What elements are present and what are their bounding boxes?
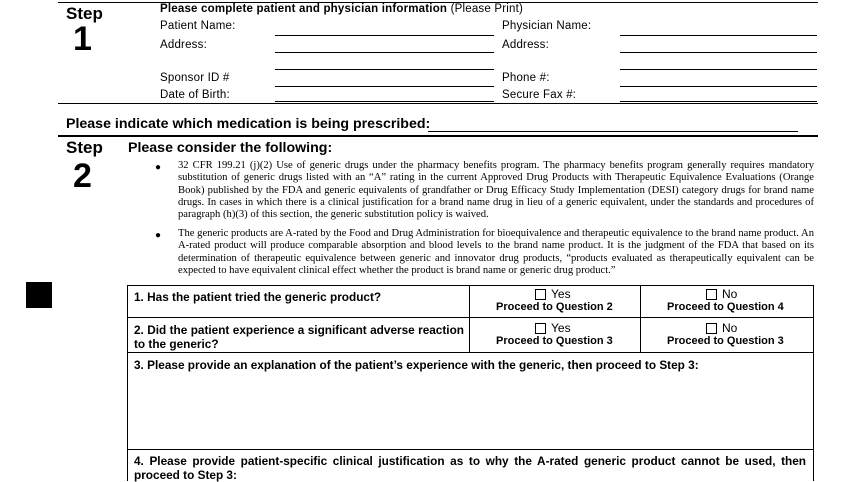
q2-no-label: No (722, 321, 738, 335)
q1-no-checkbox[interactable] (706, 289, 717, 300)
step2-heading: Please consider the following: (128, 140, 333, 156)
q2-no-checkbox[interactable] (706, 323, 717, 334)
secure-fax-field[interactable] (620, 101, 817, 102)
bullet-icon-2: ● (155, 230, 162, 241)
q2-yes-label: Yes (551, 321, 571, 335)
dob-field[interactable] (275, 101, 494, 102)
sponsor-id-label: Sponsor ID # (160, 72, 230, 84)
q2-yes-proceed: Proceed to Question 3 (496, 335, 613, 347)
physician-address-label: Address: (502, 39, 549, 51)
q1-yes-checkbox[interactable] (535, 289, 546, 300)
phone-label: Phone #: (502, 72, 550, 84)
q3-answer-area[interactable] (128, 372, 813, 447)
question-1-text: 1. Has the patient tried the generic product? (134, 290, 382, 304)
step1-heading-note: (Please Print) (450, 3, 524, 15)
question-4-text: 4. Please provide patient-specific clinical justification as to why the A-rated generic product cannot be used, then proceed to Step 3: (134, 454, 806, 482)
bullet-text-2: The generic products are A-rated by the Food and Drug Administration for bioequivalence and therapeutic equivalence to the brand name product. An A-rated product will produce comparable absorption and blood levels to the brand name product. It is the judgment of the FDA that based on its determination of therapeutic equivalence between generic and innovator drug products, “products evaluated as therapeutically equivalent can be expected to have equivalent clinical effect whether the product is brand name or generic drug product.” (178, 228, 814, 276)
q1-no-label: No (722, 287, 738, 301)
step1-number: 1 (73, 20, 92, 58)
q2-no-option[interactable] (706, 321, 737, 335)
q1-no-proceed: Proceed to Question 4 (667, 301, 784, 313)
black-square-marker (26, 282, 52, 308)
sponsor-id-field[interactable] (275, 86, 494, 87)
q2-yes-checkbox[interactable] (535, 323, 546, 334)
phone-field[interactable] (620, 86, 817, 87)
dob-label: Date of Birth: (160, 89, 230, 101)
medication-prompt: Please indicate which medication is being prescribed: (66, 116, 431, 132)
q1-no-option[interactable] (706, 287, 737, 301)
physician-name-field[interactable] (620, 35, 817, 36)
patient-address-field-1[interactable] (275, 52, 494, 53)
step2-number: 2 (73, 157, 92, 195)
patient-name-field[interactable] (275, 35, 494, 36)
q2-no-proceed: Proceed to Question 3 (667, 335, 784, 347)
bullet-text-1: 32 CFR 199.21 (j)(2) Use of generic drugs under the pharmacy benefits program. The pharmacy benefits program generally requires mandatory substitution of generic drugs listed with an “A” rating in the current Approved Drug Products with Therapeutic Equivalence Evaluations (Orange Book) published by the FDA and generic equivalents of grandfather or Drug Efficacy Study Implementation (DESI) category drugs for brand name drugs. In cases in which there is a clinical justification for a brand name drug in lieu of a generic equivalent, under the standards and procedures of paragraph (h)(3) of this section, the generic substitution policy is waived. (178, 160, 814, 221)
step1-label: Step (66, 4, 103, 23)
step2-label: Step (66, 138, 103, 157)
step1-heading (160, 3, 523, 15)
step1-heading-bold: Please complete patient and physician information (160, 3, 448, 15)
question-3-text: 3. Please provide an explanation of the patient’s experience with the generic, then proceed to Step 3: (134, 358, 699, 372)
patient-address-label: Address: (160, 39, 207, 51)
question-2-text: 2. Did the patient experience a significant adverse reaction to the generic? (134, 323, 464, 351)
q1-yes-label: Yes (551, 287, 571, 301)
physician-address-field-1[interactable] (620, 52, 817, 53)
patient-name-label: Patient Name: (160, 20, 236, 32)
patient-address-field-2[interactable] (275, 69, 494, 70)
q1-yes-option[interactable] (535, 287, 571, 301)
physician-name-label: Physician Name: (502, 20, 592, 32)
q1-yes-proceed: Proceed to Question 2 (496, 301, 613, 313)
bullet-icon-1: ● (155, 162, 162, 173)
medication-field[interactable] (428, 131, 798, 132)
physician-address-field-2[interactable] (620, 69, 817, 70)
q2-yes-option[interactable] (535, 321, 571, 335)
secure-fax-label: Secure Fax #: (502, 89, 577, 101)
